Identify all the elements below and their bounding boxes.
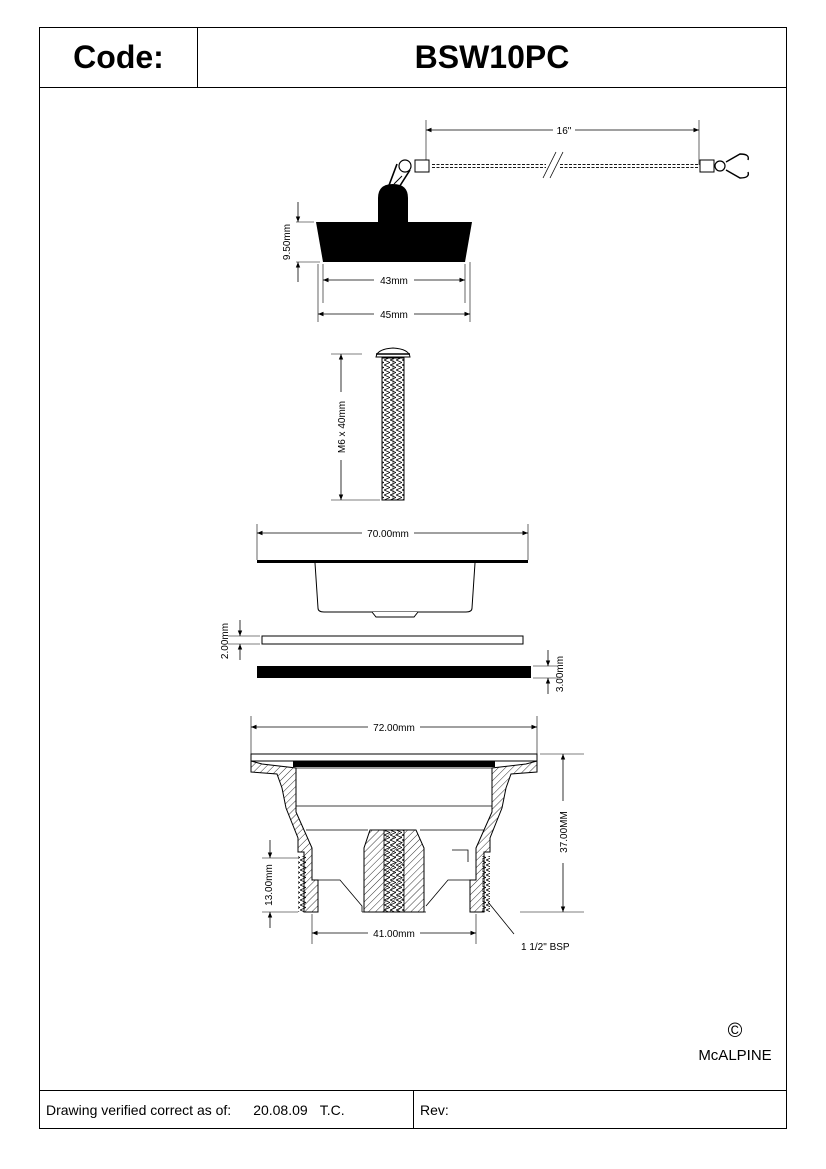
- seal-thickness-label: 3.00mm: [555, 655, 566, 693]
- brand-mark: [680, 1020, 790, 1064]
- washer-thickness-label: 2.00mm: [220, 622, 231, 660]
- verified-label: Drawing verified correct as of:: [46, 1101, 232, 1118]
- chain-length-label: 16": [556, 126, 572, 137]
- body-height-label: 37.00MM: [559, 811, 570, 853]
- plug: [282, 184, 472, 322]
- chain-assembly: [388, 120, 748, 192]
- verifier-initials: T.C.: [319, 1101, 345, 1118]
- brand-name: McALPINE: [698, 1047, 772, 1064]
- code-label: Code:: [40, 28, 198, 87]
- waste-body: [251, 716, 584, 953]
- copyright-symbol: ©: [727, 1020, 743, 1042]
- thread-width-label: 41.00mm: [373, 929, 415, 940]
- thread-spec-label: 1 1/2" BSP: [521, 942, 570, 953]
- code-value: BSW10PC: [414, 39, 570, 75]
- chain-links: [432, 152, 700, 178]
- plug-height-label: 9.50mm: [282, 223, 293, 261]
- plug-bottom-label: 43mm: [380, 276, 408, 287]
- screw: [331, 348, 410, 500]
- washer: [220, 620, 523, 660]
- rev-label: Rev:: [420, 1101, 449, 1118]
- flange-width-label: 72.00mm: [373, 723, 415, 734]
- thread-length-label: 13.00mm: [264, 864, 275, 906]
- grate-width-label: 70.00mm: [367, 529, 409, 540]
- seal: [257, 650, 566, 694]
- screw-size-label: M6 x 40mm: [337, 400, 348, 454]
- plug-top-label: 45mm: [380, 310, 408, 321]
- verified-date: 20.08.09: [253, 1101, 308, 1118]
- grate: [257, 524, 528, 617]
